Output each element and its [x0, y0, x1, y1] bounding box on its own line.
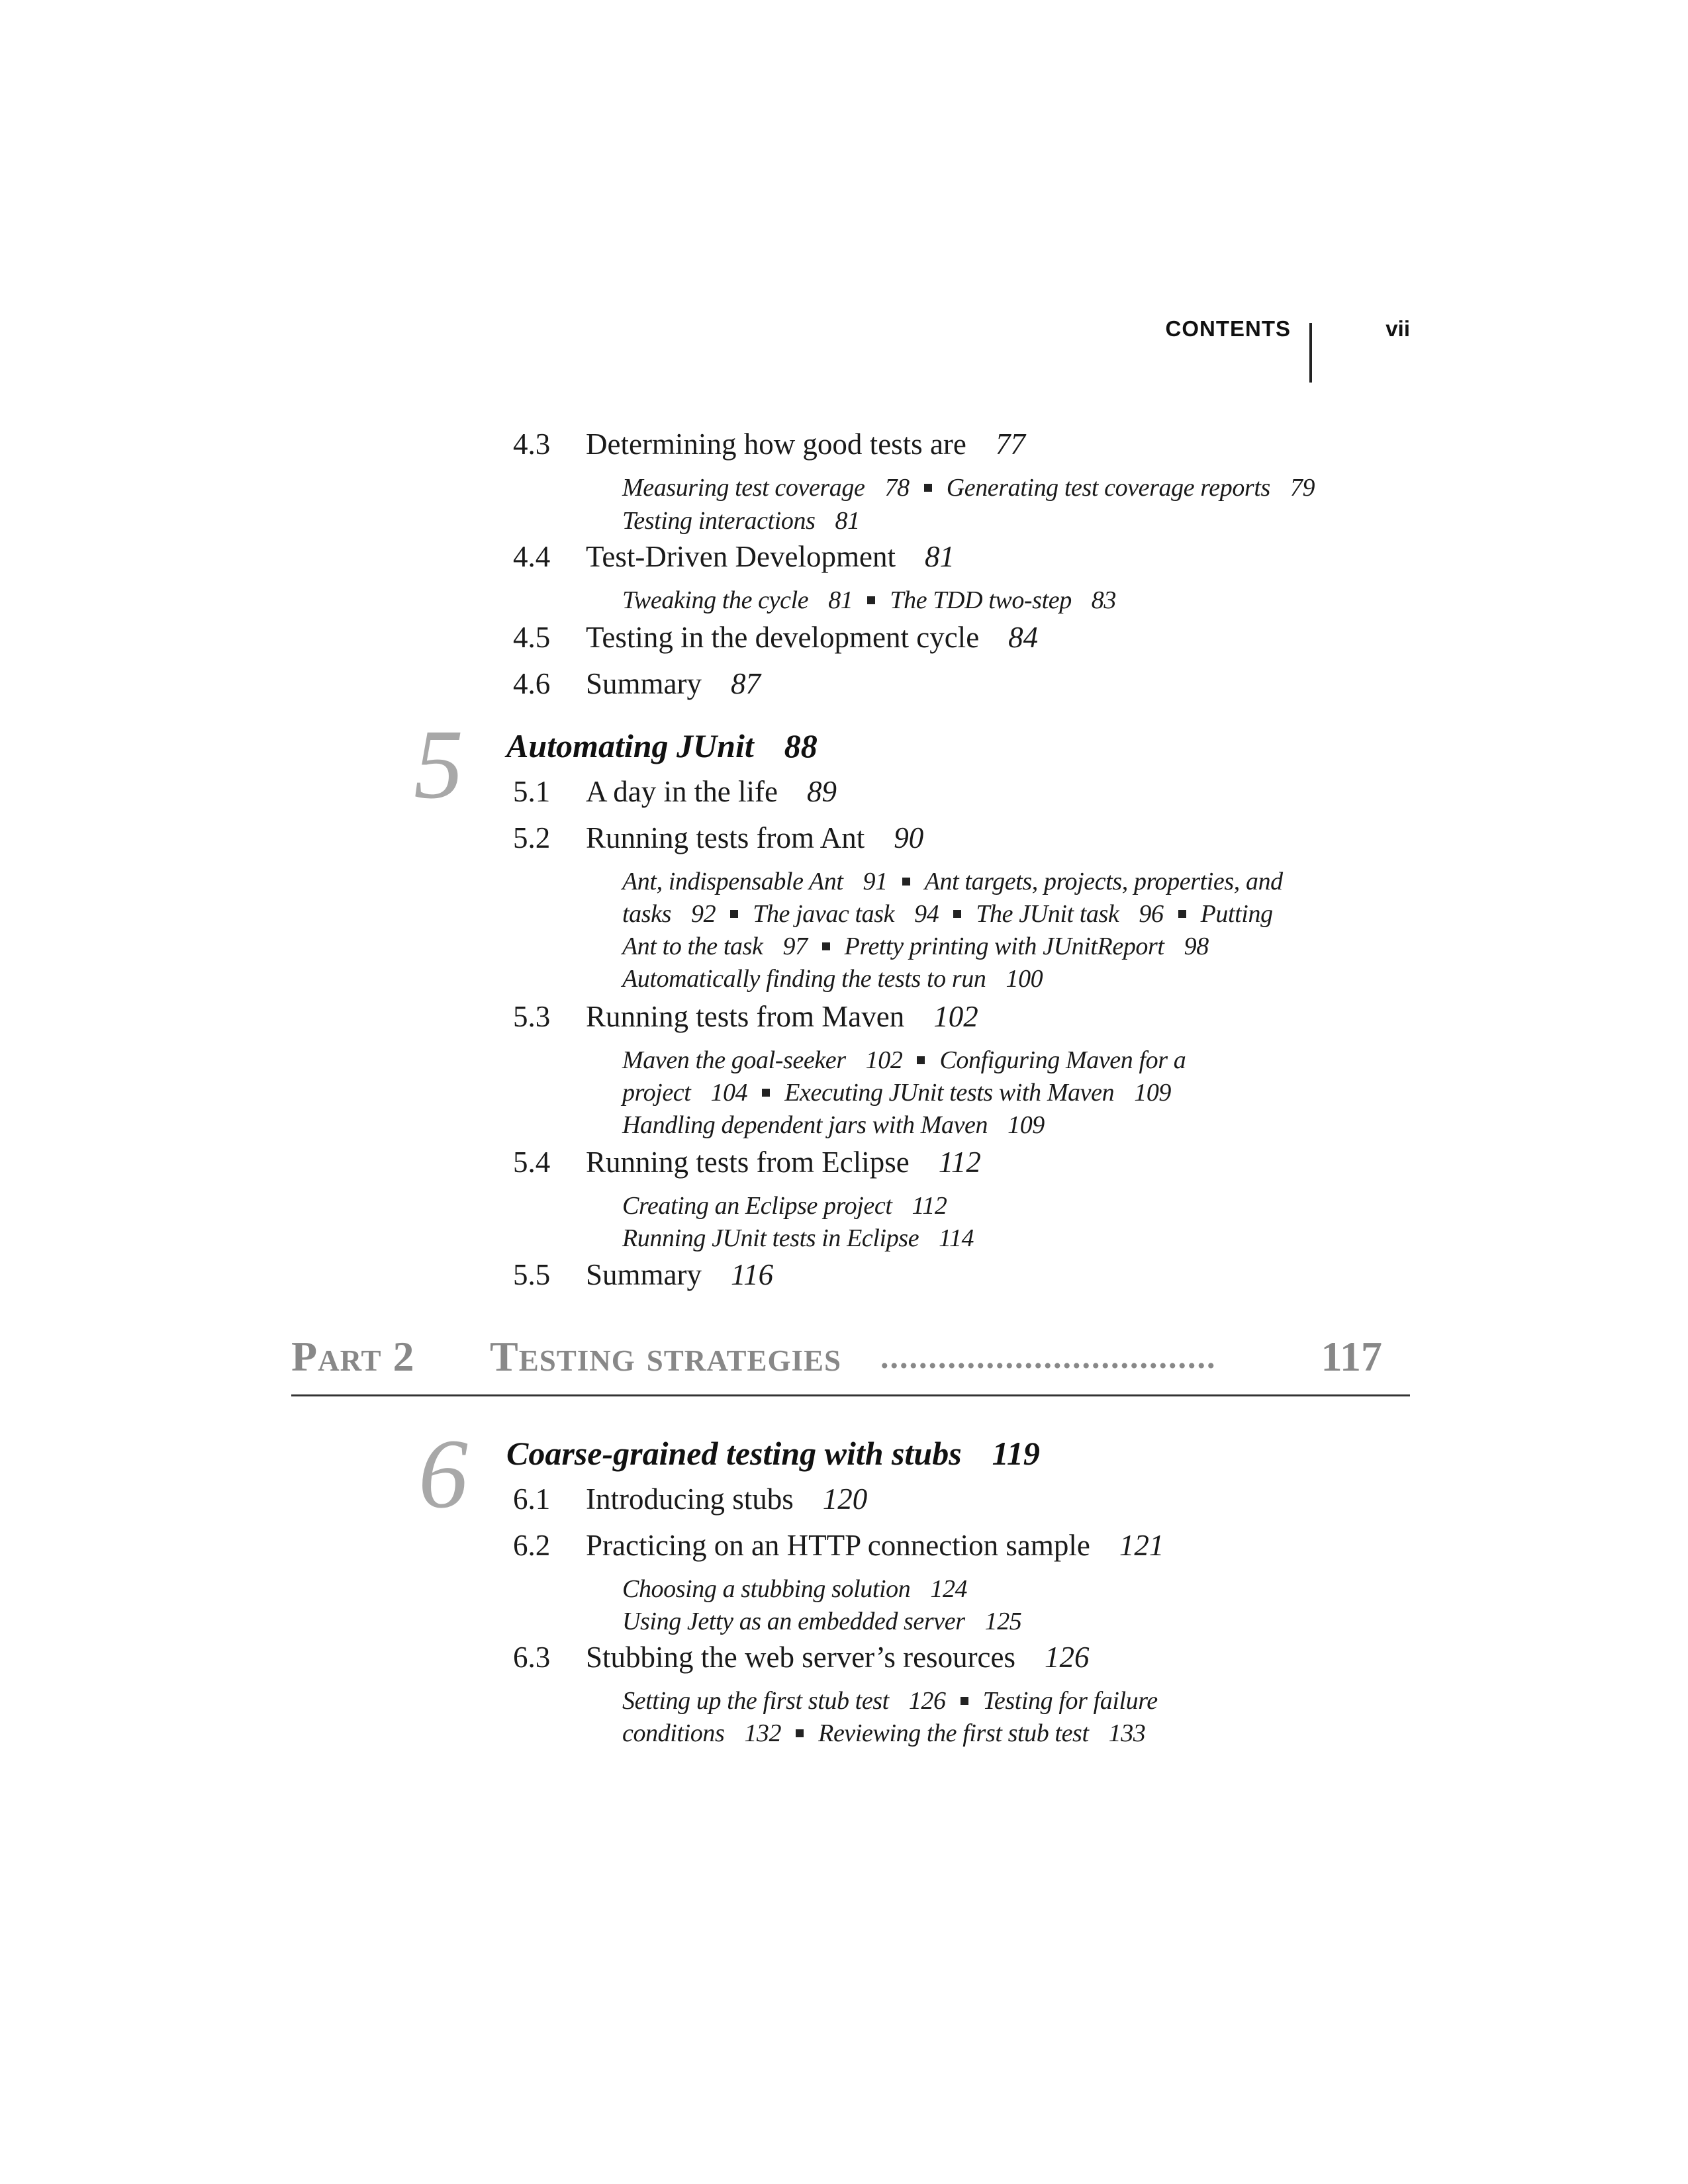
chapter-title: Coarse-grained testing with stubs [506, 1435, 962, 1472]
section-title: Practicing on an HTTP connection sample [586, 1529, 1090, 1562]
sub-title[interactable]: Putting [1200, 900, 1273, 928]
sub-title[interactable]: The javac task [753, 900, 895, 928]
section-page: 102 [933, 1000, 978, 1033]
bullet-separator [1178, 910, 1186, 918]
sub-page: 96 [1139, 900, 1164, 928]
sub-title[interactable]: Configuring Maven for a [939, 1046, 1186, 1074]
sub-page: 126 [908, 1687, 946, 1715]
sub-page: 133 [1108, 1719, 1146, 1747]
sub-page: 104 [710, 1079, 748, 1107]
chapter-5-number: 5 [414, 709, 463, 819]
chapter-page: 119 [992, 1435, 1040, 1472]
toc-sub-line [622, 1189, 947, 1222]
toc-sub-line [622, 1684, 1158, 1717]
toc-sub-line [622, 962, 1043, 995]
section-page: 81 [924, 540, 955, 573]
sub-title[interactable]: Testing interactions [622, 507, 816, 535]
section-number: 4.3 [513, 428, 551, 461]
sub-title[interactable]: Measuring test coverage [622, 474, 865, 502]
section-page: 126 [1045, 1641, 1090, 1674]
toc-sub-line [622, 1222, 974, 1255]
bullet-separator [902, 878, 910, 886]
sub-title[interactable]: Executing JUnit tests with Maven [784, 1079, 1115, 1107]
toc-sub-line [622, 1109, 1045, 1142]
section-title: Test-Driven Development [586, 540, 896, 573]
section-page: 77 [995, 428, 1025, 461]
part-label: Part 2 [291, 1333, 415, 1380]
chapter-title: Automating JUnit [506, 727, 754, 764]
sub-page: 125 [984, 1608, 1022, 1635]
section-title: Summary [586, 1258, 702, 1291]
sub-page: 109 [1008, 1111, 1045, 1139]
part-divider-rule [291, 1394, 1410, 1396]
sub-title[interactable]: Generating test coverage reports [946, 474, 1270, 502]
section-page: 87 [731, 667, 761, 700]
section-number: 6.2 [513, 1529, 551, 1562]
section-number: 5.4 [513, 1146, 551, 1179]
section-number: 6.1 [513, 1482, 551, 1516]
bullet-separator [917, 1056, 925, 1064]
header-divider [1309, 323, 1312, 383]
section-title: Introducing stubs [586, 1482, 794, 1516]
toc-sub-line [622, 471, 1315, 504]
sub-title[interactable]: Creating an Eclipse project [622, 1192, 892, 1220]
toc-sub-line [622, 504, 860, 537]
section-number: 4.4 [513, 540, 551, 573]
bullet-separator [867, 596, 875, 604]
sub-title[interactable]: Ant to the task [622, 933, 763, 960]
sub-page: 97 [782, 933, 808, 960]
section-number: 6.3 [513, 1641, 551, 1674]
sub-page: 78 [884, 474, 910, 502]
toc-sub-line [622, 865, 1283, 898]
section-page: 120 [822, 1482, 868, 1516]
part-title: Testing strategies [490, 1333, 842, 1380]
section-title: Running tests from Maven [586, 1000, 905, 1033]
sub-page: 91 [863, 868, 888, 895]
sub-page: 100 [1006, 965, 1043, 993]
sub-page: 102 [865, 1046, 903, 1074]
sub-page: 81 [828, 586, 853, 614]
toc-sub-line [622, 1076, 1171, 1109]
toc-sub-line [622, 930, 1209, 963]
sub-page: 92 [691, 900, 716, 928]
sub-title[interactable]: Tweaking the cycle [622, 586, 809, 614]
section-number: 5.2 [513, 821, 551, 854]
section-title: A day in the life [586, 775, 778, 808]
bullet-separator [822, 942, 830, 950]
sub-title[interactable]: Choosing a stubbing solution [622, 1575, 911, 1603]
toc-sub-line [622, 1717, 1145, 1750]
sub-title[interactable]: Using Jetty as an embedded server [622, 1608, 965, 1635]
part-page: 117 [1321, 1333, 1382, 1380]
section-title: Summary [586, 667, 702, 700]
part-2-banner[interactable] [291, 1330, 1382, 1390]
running-header-page: vii [1385, 316, 1410, 341]
section-page: 89 [806, 775, 837, 808]
section-title: Testing in the development cycle [586, 621, 980, 654]
sub-title[interactable]: Ant, indispensable Ant [622, 868, 843, 895]
section-number: 4.5 [513, 621, 551, 654]
sub-page: 114 [939, 1224, 974, 1252]
sub-title[interactable]: Ant targets, projects, properties, and [924, 868, 1283, 895]
sub-page: 83 [1091, 586, 1116, 614]
toc-sub-line [622, 1605, 1021, 1638]
bullet-separator [953, 910, 961, 918]
section-title: Running tests from Ant [586, 821, 865, 854]
running-header-label: CONTENTS [1165, 316, 1291, 341]
section-page: 84 [1008, 621, 1039, 654]
sub-title[interactable]: tasks [622, 900, 672, 928]
section-number: 5.1 [513, 775, 551, 808]
sub-title[interactable]: conditions [622, 1719, 725, 1747]
sub-page: 124 [930, 1575, 968, 1603]
chapter-6-number: 6 [418, 1419, 468, 1529]
section-page: 116 [731, 1258, 774, 1291]
section-number: 4.6 [513, 667, 551, 700]
sub-title[interactable]: Automatically finding the tests to run [622, 965, 986, 993]
sub-title[interactable]: project [622, 1079, 691, 1107]
sub-title[interactable]: The JUnit task [976, 900, 1119, 928]
sub-title[interactable]: Testing for failure [982, 1687, 1158, 1715]
toc-sub-line [622, 1044, 1186, 1077]
bullet-separator [961, 1697, 968, 1705]
section-page: 121 [1119, 1529, 1164, 1562]
sub-page: 94 [914, 900, 939, 928]
section-number: 5.3 [513, 1000, 551, 1033]
sub-page: 81 [835, 507, 860, 535]
sub-page: 112 [912, 1192, 947, 1220]
bullet-separator [730, 910, 738, 918]
bullet-separator [924, 484, 932, 492]
sub-title[interactable]: Maven the goal-seeker [622, 1046, 846, 1074]
sub-title[interactable]: Running JUnit tests in Eclipse [622, 1224, 919, 1252]
chapter-page: 88 [784, 727, 818, 764]
part-leader-dots: ................................... [880, 1338, 1217, 1375]
toc-sub-line [622, 584, 1116, 617]
sub-title[interactable]: Handling dependent jars with Maven [622, 1111, 988, 1139]
toc-sub-line [622, 897, 1273, 931]
section-title: Running tests from Eclipse [586, 1146, 910, 1179]
toc-sub-line [622, 1572, 967, 1606]
chapter-5-heading[interactable] [506, 726, 818, 766]
sub-title[interactable]: Reviewing the first stub test [818, 1719, 1089, 1747]
sub-title[interactable]: Setting up the first stub test [622, 1687, 889, 1715]
section-number: 5.5 [513, 1258, 551, 1291]
sub-title[interactable]: Pretty printing with JUnitReport [844, 933, 1164, 960]
sub-page: 132 [744, 1719, 782, 1747]
sub-title[interactable]: The TDD two-step [890, 586, 1072, 614]
chapter-6-heading[interactable] [506, 1433, 1040, 1473]
section-title: Determining how good tests are [586, 428, 966, 461]
sub-page: 79 [1289, 474, 1315, 502]
bullet-separator [796, 1729, 804, 1737]
sub-page: 98 [1184, 933, 1209, 960]
section-page: 112 [938, 1146, 981, 1179]
section-page: 90 [894, 821, 924, 854]
bullet-separator [762, 1089, 770, 1097]
sub-page: 109 [1134, 1079, 1172, 1107]
section-title: Stubbing the web server’s resources [586, 1641, 1016, 1674]
